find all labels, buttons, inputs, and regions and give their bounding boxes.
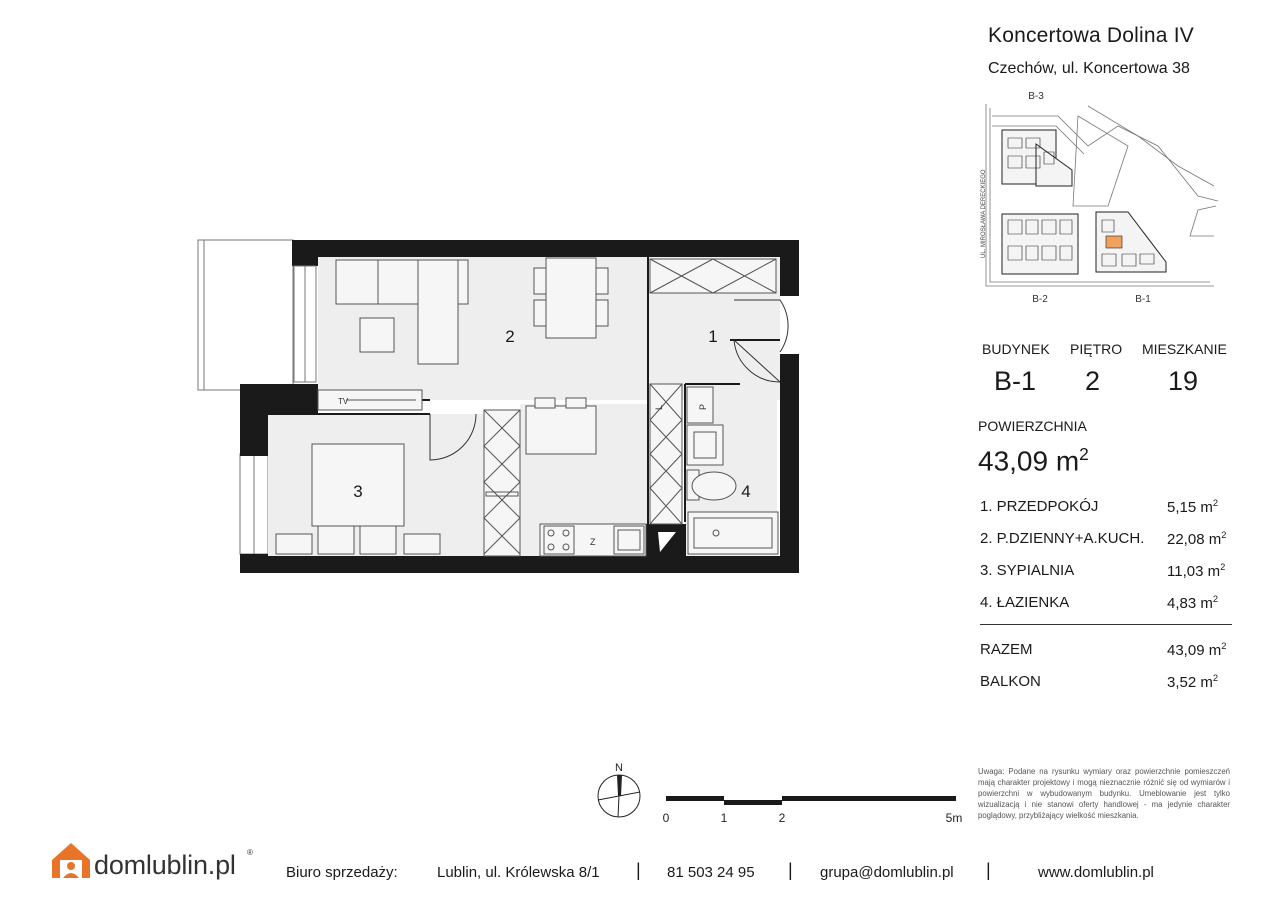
room-area-1-val: 5,15 m <box>1167 499 1213 516</box>
footer-separator-3: | <box>986 860 991 880</box>
area-sup: 2 <box>1079 444 1089 464</box>
floor-value: 2 <box>1085 366 1101 396</box>
site-label-b3: B-3 <box>1028 91 1044 102</box>
building-b2 <box>1002 214 1078 274</box>
area-value <box>978 444 1089 477</box>
room-area-4-val: 4,83 m <box>1167 595 1213 612</box>
floor-plan <box>190 232 810 582</box>
site-label-b2: B-2 <box>1032 294 1048 305</box>
brand-mark: ® <box>247 848 253 857</box>
compass-north: N <box>615 762 623 774</box>
building-b3 <box>1002 130 1072 186</box>
total-name: RAZEM <box>980 641 1033 658</box>
compass <box>594 758 650 818</box>
footer-separator-1: | <box>636 860 641 880</box>
total-area-val: 43,09 m <box>1167 642 1222 659</box>
disclaimer-note: Uwaga: Podane na rysunku wymiary oraz powierzchnie pomieszczeń mają charakter projektowy i mogą nieznacznie różnić się od wymiarów i powierzchni w wybudowanym budynku. Umeblowanie jest tylko wizualizacją i nie stanowi oferty handlowej - ma jedynie charakter poglądowy, przybliżający wielkość mieszkania. <box>978 767 1230 820</box>
scale-bar <box>660 790 970 832</box>
room-area-3 <box>1167 562 1225 580</box>
room-name-3: 3. SYPIALNIA <box>980 562 1075 579</box>
room-number-2: 2 <box>505 327 515 346</box>
sales-office-label: Biuro sprzedaży: <box>286 864 398 881</box>
website-link[interactable]: www.domlublin.pl <box>1038 864 1154 881</box>
building-label: BUDYNEK <box>982 341 1050 357</box>
room-name-4: 4. ŁAZIENKA <box>980 594 1070 611</box>
building-value: B-1 <box>994 366 1037 396</box>
scale-tick-1: 1 <box>720 811 728 825</box>
kitchen-island <box>526 398 596 454</box>
unit-label: MIESZKANIE <box>1142 341 1227 357</box>
area-number: 43,09 m <box>978 445 1080 477</box>
project-address: Czechów, ul. Koncertowa 38 <box>988 60 1190 77</box>
tv-label: TV <box>338 397 349 406</box>
room-area-4 <box>1167 594 1218 612</box>
room-area-3-val: 11,03 m <box>1167 563 1221 580</box>
washer-label: P <box>698 403 708 410</box>
room-area-1 <box>1167 498 1218 516</box>
room-area-1-sup: 2 <box>1212 498 1219 508</box>
site-label-b1: B-1 <box>1135 294 1151 305</box>
email-link[interactable]: grupa@domlublin.pl <box>820 864 954 881</box>
fridge-label: L <box>654 404 664 410</box>
totals-divider <box>980 624 1232 625</box>
room-area-4-sup: 2 <box>1212 594 1219 604</box>
site-street-label: UL. MIROSŁAWA DERECKIEGO <box>981 169 987 258</box>
room-number-1: 1 <box>708 327 718 346</box>
total-area-sup: 2 <box>1221 641 1227 651</box>
room-number-4: 4 <box>741 482 751 501</box>
room-name-1: 1. PRZEDPOKÓJ <box>980 498 1099 515</box>
scale-tick-5: 5m <box>945 811 963 825</box>
project-title: Koncertowa Dolina IV <box>988 24 1194 47</box>
scale-tick-2: 2 <box>778 811 786 825</box>
brand-logo-icon <box>50 840 92 880</box>
room-area-2-val: 22,08 m <box>1167 531 1222 548</box>
balcony-area-sup: 2 <box>1212 673 1219 683</box>
site-plan <box>978 86 1228 306</box>
balcony-area-val: 3,52 m <box>1167 674 1213 691</box>
brand-name: domlublin.pl <box>94 850 236 880</box>
total-area <box>1167 641 1226 659</box>
unit-value: 19 <box>1168 366 1199 396</box>
footer-separator-2: | <box>788 860 793 880</box>
area-label: POWIERZCHNIA <box>978 418 1087 434</box>
dishwasher-label: Z <box>590 537 596 547</box>
room-number-3: 3 <box>353 482 363 501</box>
tv-cabinet <box>318 390 422 410</box>
sales-office-address: Lublin, ul. Królewska 8/1 <box>437 864 600 881</box>
room-area-2 <box>1167 530 1226 548</box>
scale-tick-0: 0 <box>662 811 670 825</box>
phone-number[interactable]: 81 503 24 95 <box>667 864 755 881</box>
balcony-area <box>1167 673 1218 691</box>
unit-highlight <box>1106 236 1122 248</box>
room-area-3-sup: 2 <box>1220 562 1226 572</box>
room-area-2-sup: 2 <box>1221 530 1227 540</box>
balcony-name: BALKON <box>980 673 1041 690</box>
room-name-2: 2. P.DZIENNY+A.KUCH. <box>980 530 1145 547</box>
floor-label: PIĘTRO <box>1070 341 1123 357</box>
